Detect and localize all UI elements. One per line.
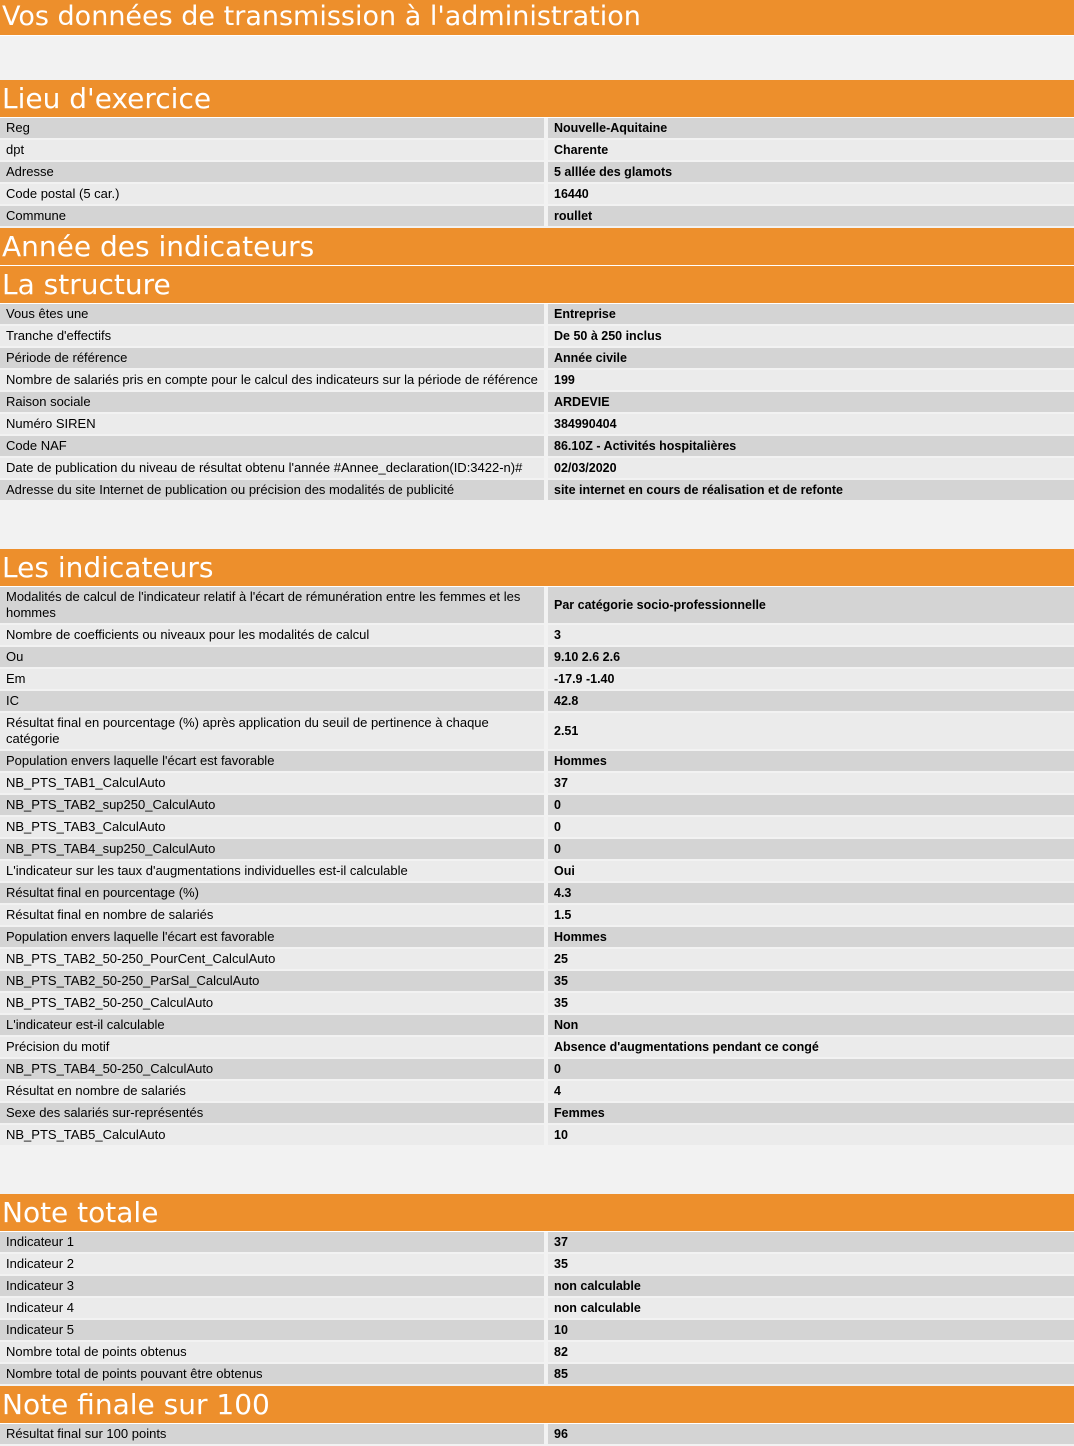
page-title: Vos données de transmission à l'administration [0, 0, 1074, 36]
row-value: non calculable [548, 1298, 1074, 1320]
table-row [0, 1232, 1074, 1254]
row-label: Commune [0, 206, 548, 228]
section-heading-annee: Année des indicateurs [0, 228, 1074, 266]
row-value: 35 [548, 993, 1074, 1015]
row-label: NB_PTS_TAB2_50-250_ParSal_CalculAuto [0, 971, 548, 993]
table-row [0, 436, 1074, 458]
row-value: 199 [548, 370, 1074, 392]
row-label: Tranche d'effectifs [0, 326, 548, 348]
table-row [0, 1320, 1074, 1342]
table-row [0, 861, 1074, 883]
row-value: roullet [548, 206, 1074, 228]
table-row [0, 304, 1074, 326]
row-label: NB_PTS_TAB5_CalculAuto [0, 1125, 548, 1147]
row-label: Nombre de coefficients ou niveaux pour les modalités de calcul [0, 625, 548, 647]
row-label: Date de publication du niveau de résultat obtenu l'année #Annee_declaration(ID:3422-n)# [0, 458, 548, 480]
row-value: 82 [548, 1342, 1074, 1364]
row-value: 35 [548, 1254, 1074, 1276]
row-value: 3 [548, 625, 1074, 647]
row-label: Indicateur 3 [0, 1276, 548, 1298]
row-label: NB_PTS_TAB3_CalculAuto [0, 817, 548, 839]
row-value: 96 [548, 1424, 1074, 1446]
row-label: Sexe des salariés sur-représentés [0, 1103, 548, 1125]
row-value: 9.10 2.6 2.6 [548, 647, 1074, 669]
table-row [0, 348, 1074, 370]
table-row [0, 184, 1074, 206]
section-heading-structure: La structure [0, 266, 1074, 304]
row-label: Adresse du site Internet de publication ou précision des modalités de publicité [0, 480, 548, 502]
row-value: De 50 à 250 inclus [548, 326, 1074, 348]
table-row [0, 927, 1074, 949]
row-label: Em [0, 669, 548, 691]
row-label: Résultat final sur 100 points [0, 1424, 548, 1446]
table-row [0, 751, 1074, 773]
row-label: dpt [0, 140, 548, 162]
row-value: 85 [548, 1364, 1074, 1386]
row-label: Résultat final en pourcentage (%) [0, 883, 548, 905]
row-value: 0 [548, 1059, 1074, 1081]
section-heading-note-finale: Note finale sur 100 [0, 1386, 1074, 1424]
row-label: NB_PTS_TAB4_sup250_CalculAuto [0, 839, 548, 861]
row-label: Vous êtes une [0, 304, 548, 326]
table-lieu [0, 118, 1074, 228]
table-row [0, 140, 1074, 162]
row-value: site internet en cours de réalisation et de refonte [548, 480, 1074, 502]
table-note-finale [0, 1424, 1074, 1446]
row-value: -17.9 -1.40 [548, 669, 1074, 691]
row-value: 25 [548, 949, 1074, 971]
row-label: Indicateur 1 [0, 1232, 548, 1254]
row-value: 1.5 [548, 905, 1074, 927]
table-row [0, 458, 1074, 480]
row-value: 4.3 [548, 883, 1074, 905]
row-label: NB_PTS_TAB2_sup250_CalculAuto [0, 795, 548, 817]
section-heading-note-totale: Note totale [0, 1194, 1074, 1232]
spacer [0, 502, 1074, 549]
row-label: Période de référence [0, 348, 548, 370]
table-row [0, 392, 1074, 414]
table-row [0, 883, 1074, 905]
table-row [0, 1424, 1074, 1446]
row-value: 2.51 [548, 713, 1074, 751]
row-value: 5 alllée des glamots [548, 162, 1074, 184]
row-value: Hommes [548, 927, 1074, 949]
table-row [0, 1059, 1074, 1081]
row-label: Numéro SIREN [0, 414, 548, 436]
row-label: Nombre total de points obtenus [0, 1342, 548, 1364]
row-label: Indicateur 4 [0, 1298, 548, 1320]
table-row [0, 1254, 1074, 1276]
row-label: NB_PTS_TAB2_50-250_CalculAuto [0, 993, 548, 1015]
row-label: Population envers laquelle l'écart est favorable [0, 751, 548, 773]
row-label: Population envers laquelle l'écart est favorable [0, 927, 548, 949]
row-value: Femmes [548, 1103, 1074, 1125]
row-value: 10 [548, 1320, 1074, 1342]
row-value: 0 [548, 817, 1074, 839]
table-row [0, 1037, 1074, 1059]
row-value: 10 [548, 1125, 1074, 1147]
section-heading-lieu: Lieu d'exercice [0, 80, 1074, 118]
row-value: Par catégorie socio-professionnelle [548, 587, 1074, 625]
row-value: Non [548, 1015, 1074, 1037]
table-indicateurs [0, 587, 1074, 1147]
row-label: Résultat en nombre de salariés [0, 1081, 548, 1103]
table-row [0, 1125, 1074, 1147]
table-row [0, 1081, 1074, 1103]
row-value: Oui [548, 861, 1074, 883]
row-value: Année civile [548, 348, 1074, 370]
row-label: Ou [0, 647, 548, 669]
table-row [0, 971, 1074, 993]
table-row [0, 1364, 1074, 1386]
row-value: ARDEVIE [548, 392, 1074, 414]
table-row [0, 839, 1074, 861]
row-label: IC [0, 691, 548, 713]
row-label: NB_PTS_TAB1_CalculAuto [0, 773, 548, 795]
table-row [0, 206, 1074, 228]
row-label: Adresse [0, 162, 548, 184]
row-value: 42.8 [548, 691, 1074, 713]
row-label: Code postal (5 car.) [0, 184, 548, 206]
table-note-totale [0, 1232, 1074, 1386]
row-value: 37 [548, 1232, 1074, 1254]
table-row [0, 480, 1074, 502]
row-label: Résultat final en pourcentage (%) après application du seuil de pertinence à chaque catégorie [0, 713, 548, 751]
table-row [0, 1276, 1074, 1298]
table-row [0, 587, 1074, 625]
table-row [0, 326, 1074, 348]
table-row [0, 118, 1074, 140]
row-label: Raison sociale [0, 392, 548, 414]
row-label: Résultat final en nombre de salariés [0, 905, 548, 927]
row-value: 384990404 [548, 414, 1074, 436]
row-value: 4 [548, 1081, 1074, 1103]
table-row [0, 162, 1074, 184]
table-row [0, 414, 1074, 436]
row-value: 16440 [548, 184, 1074, 206]
row-label: Indicateur 2 [0, 1254, 548, 1276]
row-label: L'indicateur sur les taux d'augmentations individuelles est-il calculable [0, 861, 548, 883]
row-label: NB_PTS_TAB4_50-250_CalculAuto [0, 1059, 548, 1081]
table-row [0, 1342, 1074, 1364]
row-value: Absence d'augmentations pendant ce congé [548, 1037, 1074, 1059]
table-row [0, 625, 1074, 647]
spacer [0, 36, 1074, 80]
row-value: Hommes [548, 751, 1074, 773]
table-row [0, 669, 1074, 691]
table-row [0, 1103, 1074, 1125]
row-label: Nombre total de points pouvant être obtenus [0, 1364, 548, 1386]
row-value: 0 [548, 839, 1074, 861]
spacer [0, 1147, 1074, 1194]
table-row [0, 795, 1074, 817]
table-row [0, 773, 1074, 795]
table-row [0, 993, 1074, 1015]
row-value: Entreprise [548, 304, 1074, 326]
row-label: Reg [0, 118, 548, 140]
table-row [0, 647, 1074, 669]
row-label: NB_PTS_TAB2_50-250_PourCent_CalculAuto [0, 949, 548, 971]
section-heading-indicateurs: Les indicateurs [0, 549, 1074, 587]
row-label: L'indicateur est-il calculable [0, 1015, 548, 1037]
row-label: Code NAF [0, 436, 548, 458]
row-label: Modalités de calcul de l'indicateur relatif à l'écart de rémunération entre les femmes et les hommes [0, 587, 548, 625]
table-row [0, 713, 1074, 751]
table-row [0, 905, 1074, 927]
row-value: 37 [548, 773, 1074, 795]
row-value: 35 [548, 971, 1074, 993]
table-row [0, 691, 1074, 713]
row-value: Charente [548, 140, 1074, 162]
row-label: Nombre de salariés pris en compte pour le calcul des indicateurs sur la période de référence [0, 370, 548, 392]
row-label: Précision du motif [0, 1037, 548, 1059]
table-row [0, 1298, 1074, 1320]
table-row [0, 370, 1074, 392]
table-row [0, 1015, 1074, 1037]
row-label: Indicateur 5 [0, 1320, 548, 1342]
row-value: non calculable [548, 1276, 1074, 1298]
row-value: 86.10Z - Activités hospitalières [548, 436, 1074, 458]
table-structure [0, 304, 1074, 502]
row-value: 02/03/2020 [548, 458, 1074, 480]
row-value: Nouvelle-Aquitaine [548, 118, 1074, 140]
table-row [0, 949, 1074, 971]
table-row [0, 817, 1074, 839]
row-value: 0 [548, 795, 1074, 817]
